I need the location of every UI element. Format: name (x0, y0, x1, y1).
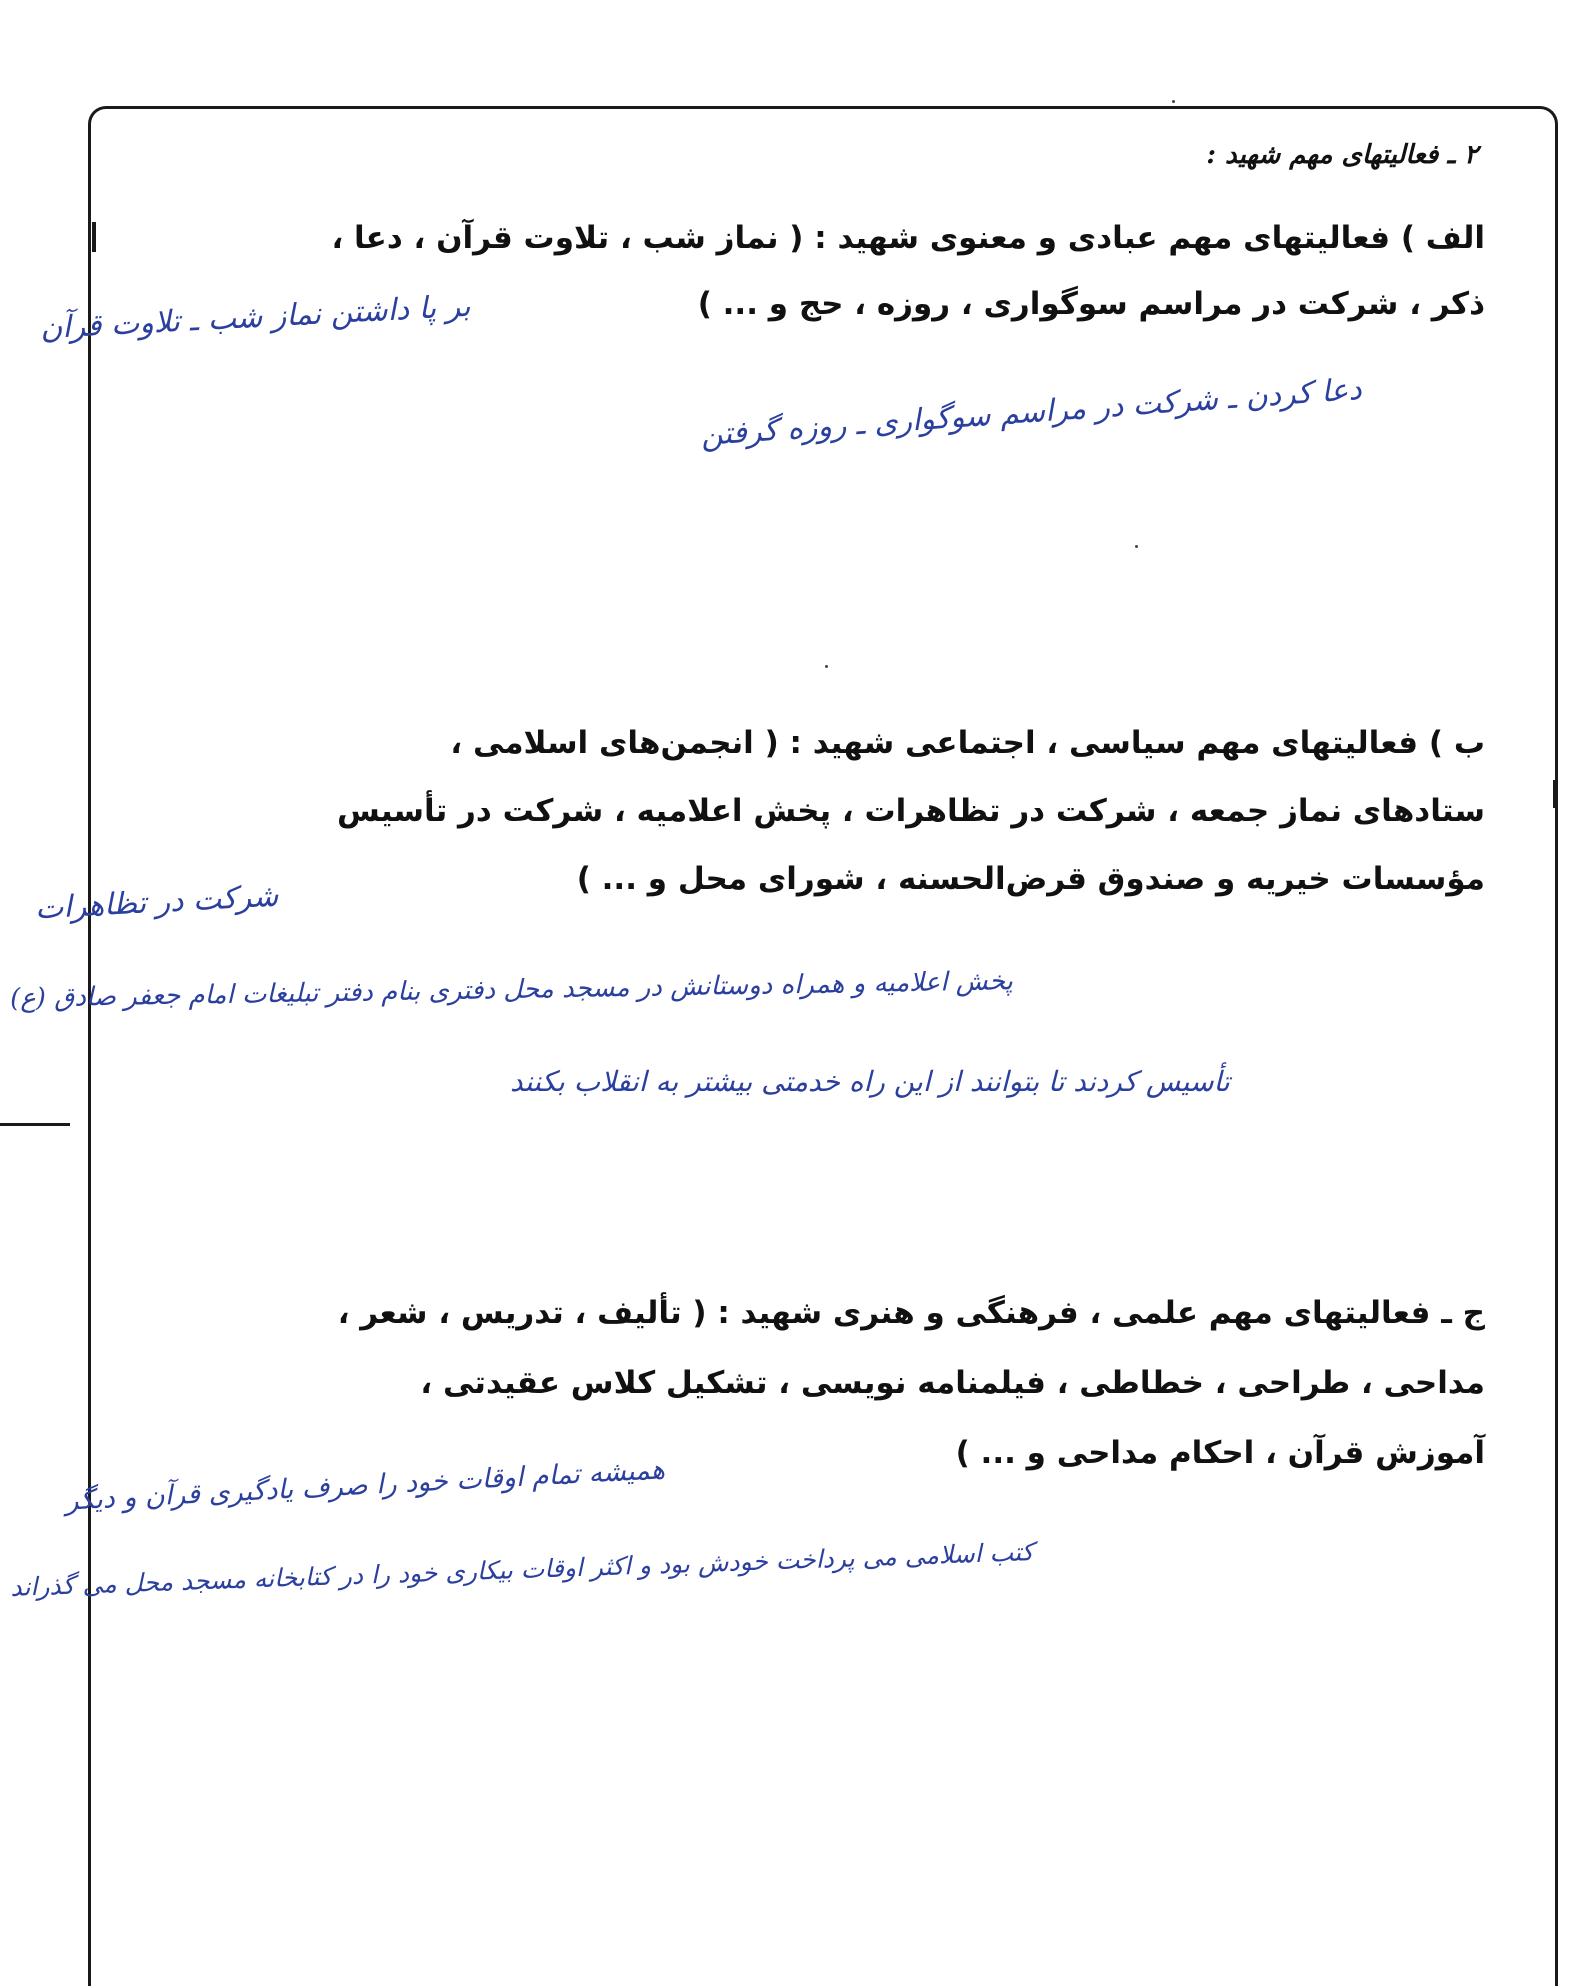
speck (1172, 100, 1175, 103)
section-a-line-2: ذکر ، شرکت در مراسم سوگواری ، روزه ، حج و ... ) (697, 286, 1485, 322)
section-b-line-1: ب ) فعالیتهای مهم سیاسی ، اجتماعی شهید : ( انجمن‌های اسلامی ، (450, 725, 1485, 761)
section-c-handwritten-2: کتب اسلامی می پرداخت خودش بود و اکثر اوقات بیکاری خود را در کتابخانه مسجد محل می گذراند (9, 1537, 1034, 1602)
section-b-line-3: مؤسسات خیریه و صندوق قرض‌الحسنه ، شورای محل و ... ) (576, 861, 1485, 897)
speck (1135, 545, 1138, 548)
section-c-line-3: آموزش قرآن ، احکام مداحی و ... ) (955, 1435, 1485, 1471)
section-c-handwritten-1: همیشه تمام اوقات خود را صرف یادگیری قرآن و دیگر (64, 1454, 666, 1517)
right-tick (1553, 780, 1557, 808)
section-a-line-1: الف ) فعالیتهای مهم عبادی و معنوی شهید : ( نماز شب ، تلاوت قرآن ، دعا ، (331, 220, 1485, 256)
speck (825, 665, 828, 668)
section-b-handwritten-2: پخش اعلامیه و همراه دوستانش در مسجد محل دفتری بنام دفتر تبلیغات امام جعفر صادق (ع) (9, 966, 1014, 1014)
section-b-handwritten-3: تأسیس کردند تا بتوانند از این راه خدمتی بیشتر به انقلاب بکنند (510, 1065, 1230, 1098)
left-edge-mark (0, 1123, 70, 1126)
section-a-handwritten-2: دعا کردن ـ شرکت در مراسم سوگواری ـ روزه گرفتن (699, 371, 1363, 454)
section-c-text (105, 1285, 1485, 1481)
section-b-handwritten-1: شرکت در تظاهرات (34, 878, 280, 927)
section-b-text (105, 715, 1485, 907)
section-c-line-1: ج ـ فعالیتهای مهم علمی ، فرهنگی و هنری شهید : ( تألیف ، تدریس ، شعر ، (337, 1295, 1485, 1331)
section-c-line-2: مداحی ، طراحی ، خطاطی ، فیلمنامه نویسی ، تشکیل کلاس عقیدتی ، (420, 1365, 1485, 1401)
section-a-handwritten-1: بر پا داشتن نماز شب ـ تلاوت قرآن (39, 288, 472, 347)
section-heading: ۲ ـ فعالیتهای مهم شهید : (1206, 140, 1478, 170)
section-b-line-2: ستادهای نماز جمعه ، شرکت در تظاهرات ، پخش اعلامیه ، شرکت در تأسیس (337, 793, 1485, 829)
left-tick-1 (92, 222, 96, 252)
